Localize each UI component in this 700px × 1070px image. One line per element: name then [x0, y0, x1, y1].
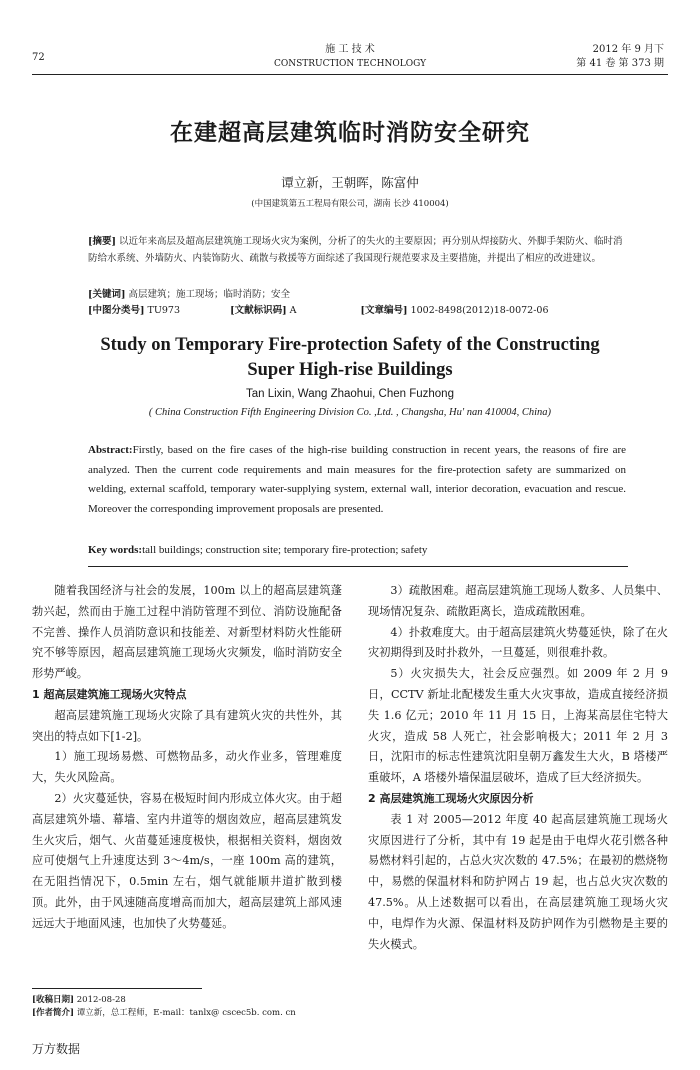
keywords-text: 高层建筑；施工现场；临时消防；安全	[128, 289, 291, 300]
author-bio-text: 谭立新，总工程师，E-mail：tanlx@ cscec5b. com. cn	[76, 1008, 296, 1018]
paragraph: 2）火灾蔓延快，容易在极短时间内形成立体火灾。由于超高层建筑外墙、幕墙、室内井道等的烟囱效应，超高层建筑发生火灾后，烟气、火苗蔓延速度极快，根据相关资料，烟囱效应可使烟气上升速度达到 3～4m/s，一座 100m 高的建筑，在无阻挡情况下，0.5min 左右，烟气就能顺井道扩散到楼顶。此外，由于风速随高度增高而加大，超高层建筑上部风速远远大于地面风速，也加快了火势蔓延。	[32, 791, 342, 930]
section-heading: 1 超高层建筑施工现场火灾特点	[32, 687, 187, 701]
clc-code: TU973	[147, 305, 181, 316]
paragraph: 随着我国经济与社会的发展，100m 以上的超高层建筑蓬勃兴起，然而由于施工过程中消防管理不到位、消防设施配备不完善、操作人员消防意识和技能差、对新型材料防火性能研究不够等原因，超高层建筑施工现场火灾频发，临时消防安全形势严峻。	[32, 584, 342, 681]
footnote	[32, 994, 342, 1020]
issue-date: 2012 年 9 月下	[592, 44, 664, 55]
doc-code-label: [文献标识码]	[230, 305, 287, 316]
title-en-line-1: Study on Temporary Fire-protection Safety of the Constructing	[100, 335, 600, 355]
abstract-en	[88, 441, 626, 519]
affiliation-cn: (中国建筑第五工程局有限公司，湖南 长沙 410004)	[251, 199, 449, 209]
paragraph: 4）扑救难度大。由于超高层建筑火势蔓延快，除了在火灾初期得到及时扑救外，一旦蔓延，则很难扑救。	[368, 625, 668, 660]
body-column-left	[32, 581, 342, 935]
keywords-cn	[88, 286, 628, 303]
received-label: [收稿日期]	[32, 995, 75, 1005]
page-number: 72	[32, 52, 45, 63]
abstract-cn	[88, 233, 628, 267]
article-no-label: [文章编号]	[360, 305, 408, 316]
abstract-en-text: Firstly, based on the fire cases of the high-rise building construction in recent years, the reasons of fire are analyzed. Then the current code requirements and main measures for the fire-protection safety are summarized on welding, external scaffold, temporary water-supplying system, external wall, interior decoration, evacuation and rescue. Moreover the corresponding improvement proposals are presented.	[88, 444, 626, 515]
paragraph: 1）施工现场易燃、可燃物品多，动火作业多，管理难度大，失火风险高。	[32, 750, 342, 785]
section-heading: 2 高层建筑施工现场火灾原因分析	[368, 791, 534, 805]
paragraph: 表 1 对 2005—2012 年度 40 起高层建筑施工现场火灾原因进行了分析，其中有 19 起是由于电焊火花引燃各种易燃材料引起的，占总火灾次数的 47.5%；在最初的燃烧物中，易燃的保温材料和防护网占 19 起，也占总火灾次数的 47.5%。从上述数据可以看出，在高层建筑施工现场火灾中，电焊作为火源、保温材料及防护网作为引燃物是主要的失火模式。	[368, 812, 668, 951]
header-rule	[32, 74, 668, 75]
keywords-en	[88, 541, 626, 561]
footnote-rule	[32, 988, 202, 989]
received-date	[32, 994, 342, 1007]
clc-label: [中图分类号]	[88, 305, 145, 316]
keywords-en-text: tall buildings; construction site; temporary fire-protection; safety	[142, 544, 428, 556]
body-column-right	[368, 581, 668, 955]
keywords-en-label: Key words:	[88, 544, 143, 556]
keywords-label: [关键词]	[88, 289, 126, 300]
article-no: 1002-8498(2012)18-0072-06	[410, 305, 549, 316]
paragraph: 3）疏散困难。超高层建筑施工现场人数多、人员集中、现场情况复杂、疏散距离长，造成疏散困难。	[368, 584, 668, 618]
abstract-en-label: Abstract:	[88, 444, 133, 456]
journal-name-en: CONSTRUCTION TECHNOLOGY	[273, 59, 427, 69]
volume-issue: 第 41 卷 第 373 期	[576, 58, 664, 69]
authors-en: Tan Lixin, Wang Zhaohui, Chen Fuzhong	[246, 388, 454, 400]
doc-code: A	[289, 305, 297, 316]
paragraph: 超高层建筑施工现场火灾除了具有建筑火灾的共性外，其突出的特点如下[1-2]。	[32, 708, 342, 743]
title-en	[0, 333, 700, 383]
author-bio-label: [作者简介]	[32, 1008, 75, 1018]
abstract-text: 以近年来高层及超高层建筑施工现场火灾为案例，分析了的失火的主要原因；再分别从焊接防火、外脚手架防火、临时消防给水系统、外墙防火、内装饰防火、疏散与救援等方面综述了我国现行规范要求及主要措施，并提出了相应的改进建议。	[88, 236, 623, 264]
author-bio	[32, 1007, 342, 1020]
classification-line	[88, 302, 648, 319]
journal-name-cn: 施 工 技 术	[325, 44, 375, 55]
affiliation-en: ( China Construction Fifth Engineering Division Co. ,Ltd. , Changsha, Hu' nan 410004, China)	[148, 407, 552, 418]
abstract-rule	[88, 566, 628, 567]
title-en-line-2: Super High-rise Buildings	[247, 360, 453, 380]
received-value: 2012-08-28	[76, 995, 126, 1005]
paragraph: 5）火灾损失大，社会反应强烈。如 2009 年 2 月 9 日，CCTV 新址北配楼发生重大火灾事故，造成直接经济损失 1.6 亿元；2010 年 11 月 15 日，上海某高层住宅特大火灾，造成 58 人死亡，社会影响极大；2011 年 2 月 3 日，沈阳市的标志性建筑沈阳皇朝万鑫发生大火，B 塔楼严重破坏，A 塔楼外墙保温层破坏，造成了巨大经济损失。	[368, 667, 668, 785]
watermark: 万方数据	[32, 1042, 81, 1056]
title-cn: 在建超高层建筑临时消防安全研究	[170, 119, 530, 146]
abstract-label: [摘要]	[88, 236, 116, 247]
authors-cn: 谭立新，王朝晖，陈富仲	[281, 175, 419, 190]
